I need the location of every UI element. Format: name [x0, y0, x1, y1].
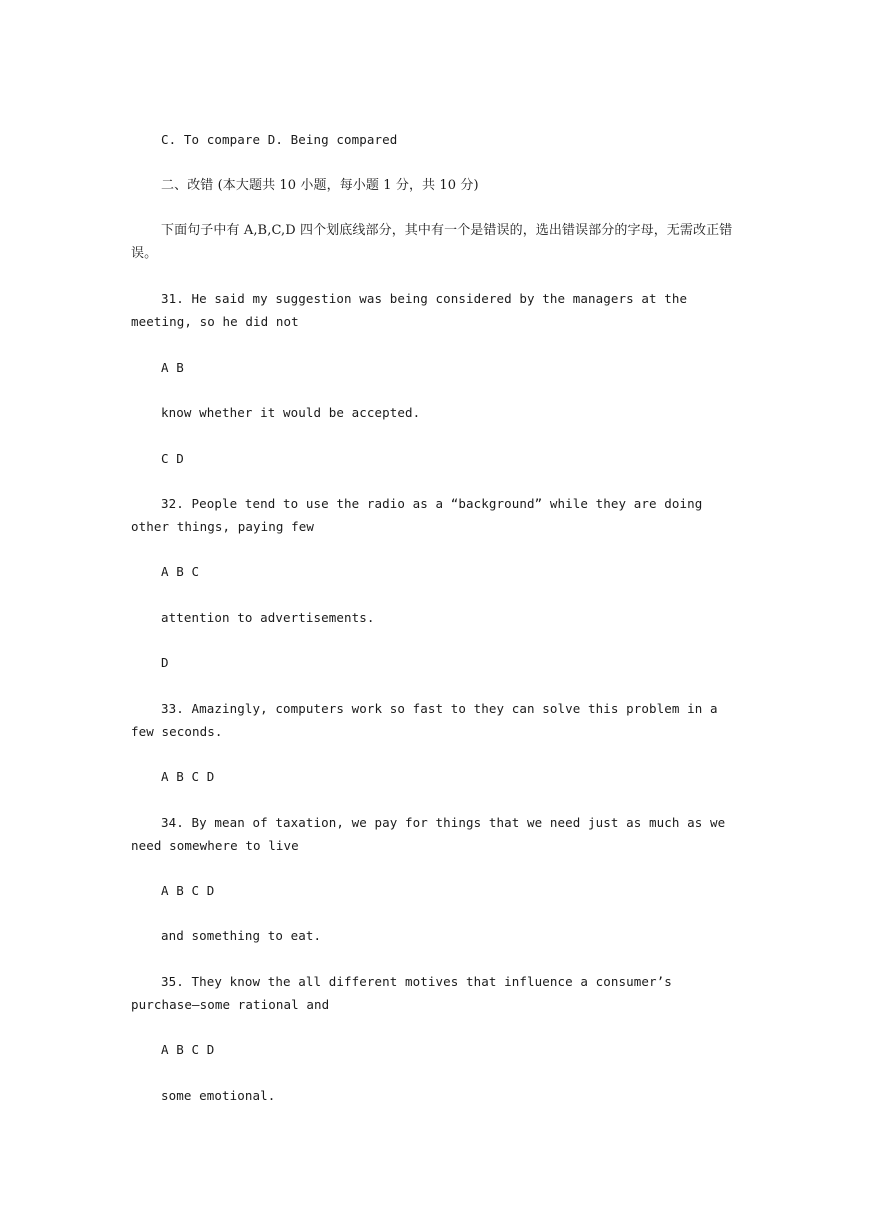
question-31-continuation: know whether it would be accepted.	[161, 405, 421, 420]
question-35: 35. They know the all different motives that influence a consumer’s purchase—some rational and	[131, 974, 680, 1012]
question-32: 32. People tend to use the radio as a “background” while they are doing other things, paying few	[131, 496, 711, 534]
question-34: 34. By mean of taxation, we pay for things that we need just as much as we need somewhere to live	[131, 815, 733, 853]
question-31-options-cd: C D	[161, 451, 184, 466]
q30-options-cd: C. To compare D. Being compared	[161, 132, 398, 147]
question-32-continuation: attention to advertisements.	[161, 610, 375, 625]
question-34-options: A B C D	[161, 883, 215, 898]
section-heading-error-correction: 二、改错 (本大题共 10 小题，每小题 1 分，共 10 分)	[161, 178, 479, 193]
question-31-options-ab: A B	[161, 360, 184, 375]
question-33: 33. Amazingly, computers work so fast to they can solve this problem in a few seconds.	[131, 701, 726, 739]
question-33-options: A B C D	[161, 769, 215, 784]
question-35-options: A B C D	[161, 1042, 215, 1057]
question-32-options-abc: A B C	[161, 564, 200, 579]
question-35-continuation: some emotional.	[161, 1088, 276, 1103]
question-34-continuation: and something to eat.	[161, 928, 322, 943]
question-32-option-d: D	[161, 655, 169, 670]
section-instructions: 下面句子中有 A,B,C,D 四个划底线部分，其中有一个是错误的，选出错误部分的字母，无需改正错误。	[131, 223, 733, 261]
question-31: 31. He said my suggestion was being considered by the managers at the meeting, so he did not	[131, 291, 695, 329]
